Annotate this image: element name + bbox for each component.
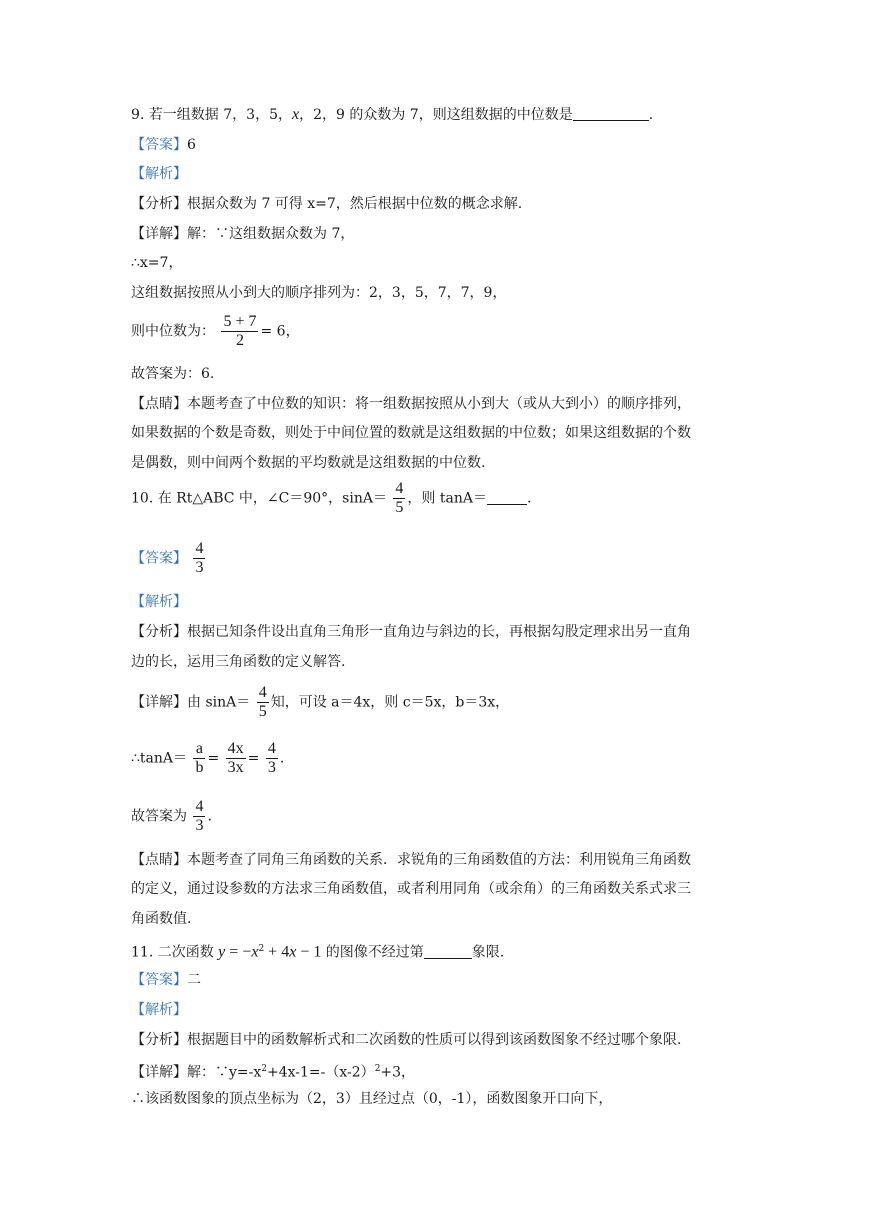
q10-fenxi-2: 边的长，运用三角函数的定义解答. — [131, 654, 346, 670]
q11-xiangjie: 【详解】解：$\because y=-x^2+4x-1=-(x-2)^2+3$， — [131, 1064, 416, 1081]
q10-answer-fraction: $\frac{4}{3}$ — [195, 540, 204, 576]
q11-fenxi: 【分析】根据题目中的函数解析式和二次函数的性质可以得到该函数图象不经过哪个象限. — [131, 1032, 682, 1048]
q11-answer: 【答案】二 — [131, 972, 201, 988]
q11-analysis-tag: 【解析】 — [131, 1002, 187, 1018]
q10-sin-fraction: $\frac{4}{5}$ — [395, 480, 404, 516]
q10-stem: 10. 在 Rt△ABC 中，∠C＝90°，sinA＝ $\frac{4}{5}$ ，则 tanA＝ . — [131, 480, 532, 516]
answer-tag: 【答案】 — [131, 972, 187, 988]
q9-xiangjie-3: 这组数据按照从小到大的顺序排列为：2，3，5，7，7，9， — [131, 285, 507, 301]
q10-tan-fraction-3: $\frac{4}{3}$ — [267, 740, 276, 776]
q10-fenxi-1: 【分析】根据已知条件设出直角三角形一直角边与斜边的长，再根据勾股定理求出另一直角 — [131, 624, 691, 640]
q9-xiangjie-2: ∴x=7， — [131, 255, 183, 271]
q9-dianjing-3: 是偶数，则中间两个数据的平均数就是这组数据的中位数. — [131, 455, 486, 471]
q10-xiangjie: 【详解】由 sinA＝ $\frac{4}{5}$ 知，可设 a＝4x，则 c＝5x，b＝3x， — [131, 684, 510, 720]
q10-final-fraction: $\frac{4}{3}$ — [195, 798, 204, 834]
q9-median-fraction: $\frac{5 + 7}{2}$ — [223, 313, 257, 349]
q9-dianjing-2: 如果数据的个数是奇数，则处于中间位置的数就是这组数据的中位数；如果这组数据的个数 — [131, 425, 691, 441]
q10-xj-fraction: $\frac{4}{5}$ — [258, 684, 267, 720]
q10-dianjing-3: 角函数值. — [131, 911, 192, 927]
q9-median: 则中位数为： $\frac{5 + 7}{2}$ = 6， — [131, 313, 300, 349]
q9-final: 故答案为：6. — [131, 366, 215, 382]
q9-stem: 9. 若一组数据 7，3，5，x，2，9 的众数为 7，则这组数据的中位数是 . — [131, 106, 654, 123]
q10-answer-blank — [487, 490, 527, 505]
q11-last: ∴该函数图象的顶点坐标为（2，3）且经过点（0，-1），函数图象开口向下， — [131, 1091, 613, 1107]
q10-analysis-tag: 【解析】 — [131, 594, 187, 610]
q10-tan: ∴tanA＝ $\frac{a}{b}$ = $\frac{4x}{3x}$ = $\frac{4}{3}$ . — [131, 740, 285, 776]
q9-answer-blank — [573, 106, 649, 121]
answer-tag: 【答案】 — [131, 550, 187, 567]
q9-analysis-tag: 【解析】 — [131, 166, 187, 182]
q9-answer: 【答案】6 — [131, 137, 196, 153]
q9-fenxi: 【分析】根据众数为 7 可得 x=7，然后根据中位数的概念求解. — [131, 196, 523, 212]
q10-answer — [131, 540, 207, 577]
q10-dianjing-1: 【点睛】本题考查了同角三角函数的关系．求锐角的三角函数值的方法：利用锐角三角函数 — [131, 852, 691, 868]
q11-answer-blank — [424, 944, 472, 959]
q9-dianjing-1: 【点睛】本题考查了中位数的知识：将一组数据按照从小到大（或从大到小）的顺序排列， — [131, 396, 691, 412]
answer-tag: 【答案】 — [131, 137, 187, 153]
q9-var-x: x — [291, 106, 300, 123]
q10-tan-fraction-1: $\frac{a}{b}$ — [195, 740, 204, 776]
q10-final: 故答案为 $\frac{4}{3}$ . — [131, 798, 212, 834]
q11-stem: 11. 二次函数 $y = -x^2 + 4x - 1$ 的图像不经过第 象限. — [131, 943, 505, 961]
q9-xiangjie-1: 【详解】解：∵这组数据众数为 7， — [131, 226, 355, 242]
q10-dianjing-2: 的定义，通过设参数的方法求三角函数值，或者利用同角（或余角）的三角函数关系式求三 — [131, 881, 691, 897]
q10-tan-fraction-2: $\frac{4x}{3x}$ — [227, 740, 244, 776]
